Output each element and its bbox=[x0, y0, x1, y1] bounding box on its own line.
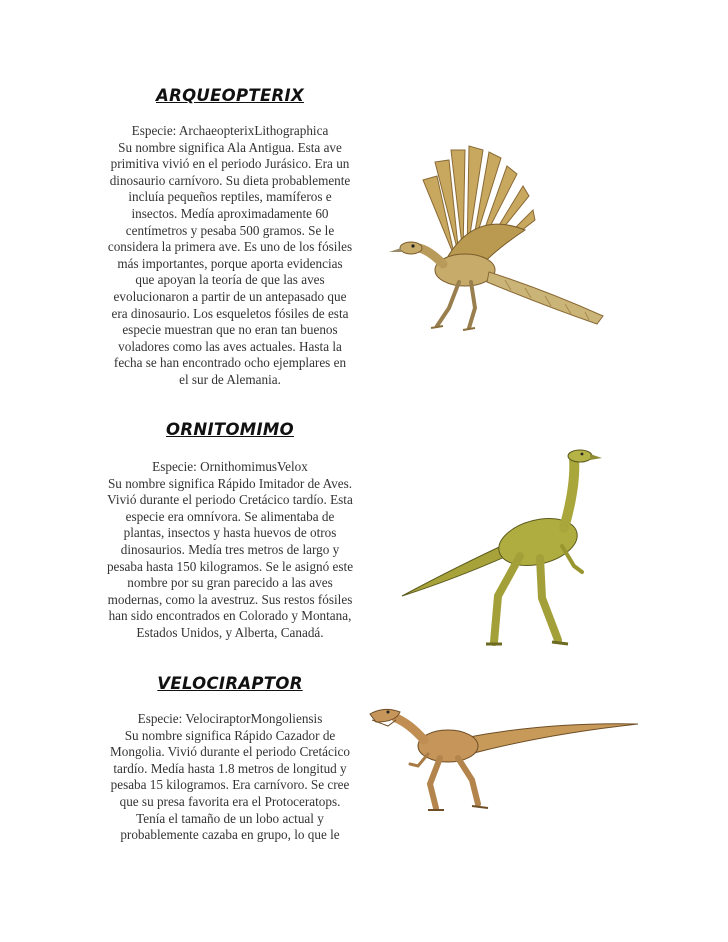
section-arqueopterix bbox=[96, 86, 364, 389]
section-body: Especie: VelociraptorMongoliensis Su nombre significa Rápido Cazador de Mongolia. Vivió durante el periodo Cretácico tardío. Medía hasta 1.8 metros de longitud y pesaba 15 kilogramos. Era carnívoro. Se cree que su presa favorita era el Protoceratops. Tenía el tamaño de un lobo actual y probablemente cazaba en grupo, lo que le bbox=[110, 711, 350, 843]
section-title: ORNITOMIMO bbox=[166, 420, 294, 439]
section-ornitomimo bbox=[96, 420, 364, 642]
ornithomimus-illustration bbox=[398, 446, 618, 661]
archaeopteryx-illustration bbox=[385, 140, 610, 340]
section-velociraptor bbox=[96, 674, 364, 844]
velociraptor-illustration bbox=[366, 700, 641, 820]
section-body: Especie: OrnithomimusVelox Su nombre significa Rápido Imitador de Aves. Vivió durante el periodo Cretácico tardío. Esta especie era omnívora. Se alimentaba de plantas, insectos y hasta huevos de otros dinosaurios. Medía tres metros de largo y pesaba hasta 150 kilogramos. Se le asignó este nombre por su gran parecido a las aves modernas, como la avestruz. Sus restos fósiles han sido encontrados en Colorado y Montana, Estados Unidos, y Alberta, Canadá. bbox=[106, 459, 354, 640]
section-title: ARQUEOPTERIX bbox=[156, 86, 304, 105]
section-title: VELOCIRAPTOR bbox=[157, 674, 303, 693]
section-body: Especie: ArchaeopterixLithographica Su nombre significa Ala Antigua. Esta ave primitiva vivió en el periodo Jurásico. Era un dinosaurio carnívoro. Su dieta probablemente incluía pequeños reptiles, mamíferos e insectos. Medía aproximadamente 60 centímetros y pesaba 500 gramos. Se le considera la primera ave. Es uno de los fósiles más importantes, porque aporta evidencias que apoyan la teoría de que las aves evolucionaron a partir de un antepasado que era dinosaurio. Los esqueletos fósiles de esta especie muestran que no eran tan buenos voladores como las aves actuales. Hasta la fecha se han encontrado ocho ejemplares en el sur de Alemania. bbox=[107, 123, 353, 387]
